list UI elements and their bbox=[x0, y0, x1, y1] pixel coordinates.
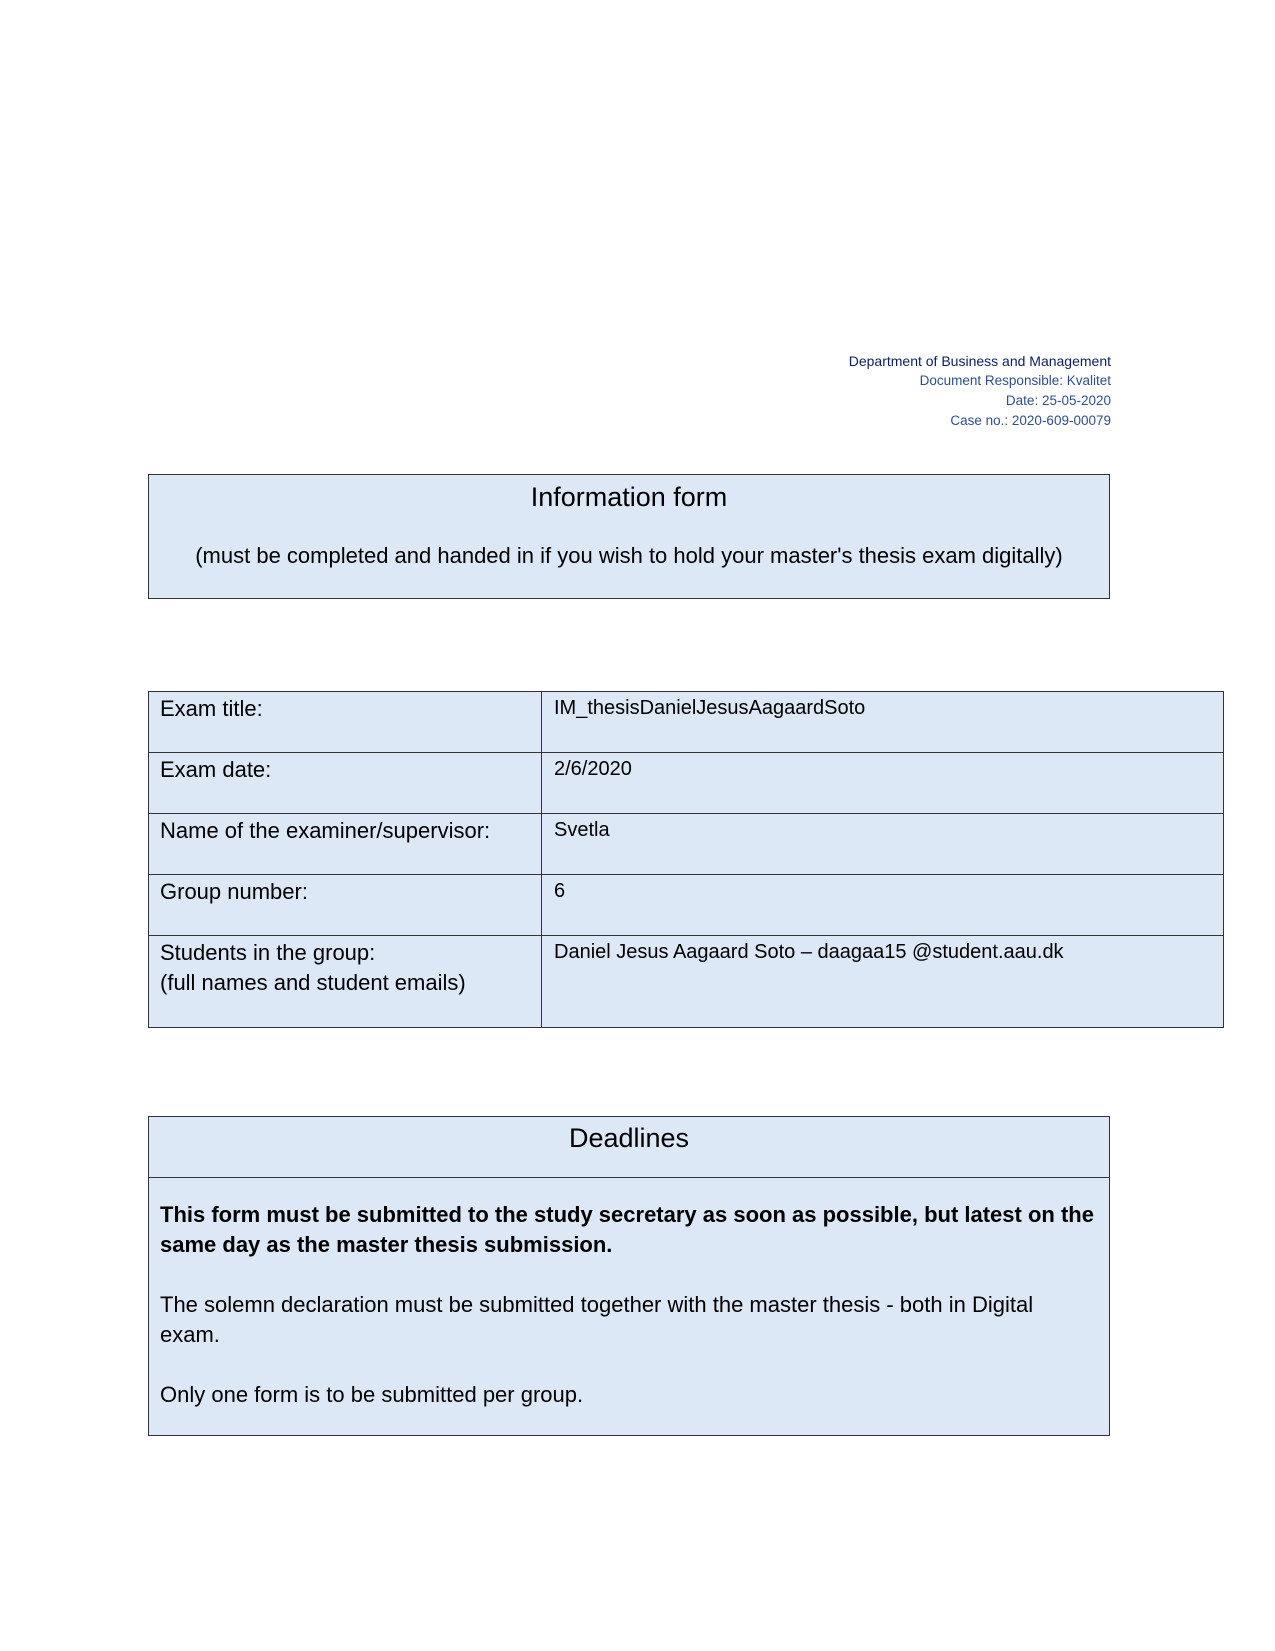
information-form-title: Information form bbox=[530, 482, 728, 512]
examiner-label: Name of the examiner/supervisor: bbox=[149, 814, 542, 875]
case-number: Case no.: 2020-609-00079 bbox=[950, 413, 1111, 428]
document-header bbox=[849, 351, 1111, 431]
group-number-value[interactable]: 6 bbox=[542, 875, 1224, 936]
exam-date-value[interactable]: 2/6/2020 bbox=[542, 753, 1224, 814]
table-row bbox=[149, 936, 1224, 1028]
table-row bbox=[149, 875, 1224, 936]
exam-title-label: Exam title: bbox=[149, 692, 542, 753]
deadlines-paragraph-1: The solemn declaration must be submitted together with the master thesis - both in Digital exam. bbox=[160, 1292, 1034, 1347]
table-row bbox=[149, 814, 1224, 875]
students-label-line2: (full names and student emails) bbox=[160, 970, 466, 995]
document-date: Date: 25-05-2020 bbox=[1005, 393, 1111, 408]
examiner-value[interactable]: Svetla bbox=[542, 814, 1224, 875]
deadlines-body bbox=[149, 1178, 1109, 1410]
table-row bbox=[149, 753, 1224, 814]
exam-date-label: Exam date: bbox=[149, 753, 542, 814]
document-responsible: Document Responsible: Kvalitet bbox=[919, 373, 1111, 388]
deadlines-box bbox=[148, 1116, 1110, 1436]
department-name: Department of Business and Management bbox=[848, 353, 1111, 369]
deadlines-paragraph-2: Only one form is to be submitted per group. bbox=[160, 1382, 584, 1407]
deadlines-bold-text: This form must be submitted to the study secretary as soon as possible, but latest on the same day as the master thesis submission. bbox=[160, 1202, 1094, 1257]
information-form-box bbox=[148, 474, 1110, 599]
group-number-label: Group number: bbox=[149, 875, 542, 936]
exam-details-table bbox=[148, 691, 1224, 1028]
table-row bbox=[149, 692, 1224, 753]
students-label bbox=[149, 936, 542, 1028]
information-form-subtitle: (must be completed and handed in if you wish to hold your master's thesis exam digitally) bbox=[195, 543, 1063, 568]
students-value[interactable]: Daniel Jesus Aagaard Soto – daagaa15 @student.aau.dk bbox=[542, 936, 1224, 1028]
students-label-line1: Students in the group: bbox=[160, 940, 376, 965]
exam-title-value[interactable]: IM_thesisDanielJesusAagaardSoto bbox=[542, 692, 1224, 753]
deadlines-title: Deadlines bbox=[149, 1117, 1109, 1178]
